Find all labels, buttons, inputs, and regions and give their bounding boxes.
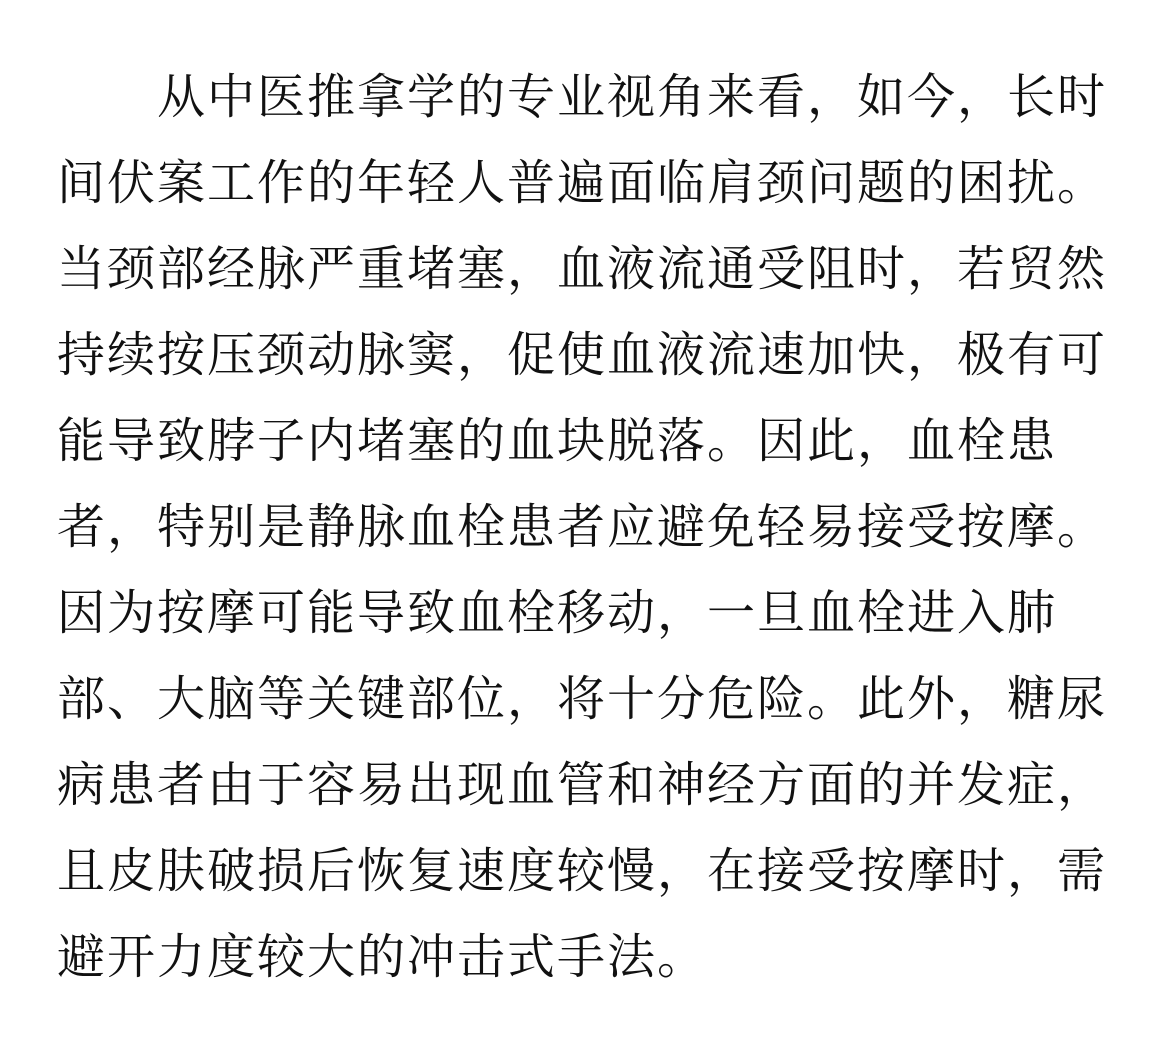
paragraph-line: 能导致脖子内堵塞的血块脱落。因此，血栓患 xyxy=(57,413,1058,469)
paragraph-line: 因为按摩可能导致血栓移动，一旦血栓进入肺 xyxy=(57,585,1058,641)
article-paragraph xyxy=(57,54,1117,1000)
paragraph-line: 者，特别是静脉血栓患者应避免轻易接受按摩。 xyxy=(57,499,1108,555)
paragraph-line: 从中医推拿学的专业视角来看，如今，长时 xyxy=(157,69,1108,125)
paragraph-line: 病患者由于容易出现血管和神经方面的并发症， xyxy=(57,757,1108,813)
paragraph-line: 部、大脑等关键部位，将十分危险。此外，糖尿 xyxy=(57,671,1108,727)
paragraph-line: 避开力度较大的冲击式手法。 xyxy=(57,929,708,985)
paragraph-line: 当颈部经脉严重堵塞，血液流通受阻时，若贸然 xyxy=(57,241,1108,297)
paragraph-line: 且皮肤破损后恢复速度较慢，在接受按摩时，需 xyxy=(57,843,1108,899)
paragraph-line: 间伏案工作的年轻人普遍面临肩颈问题的困扰。 xyxy=(57,155,1108,211)
paragraph-line: 持续按压颈动脉窦，促使血液流速加快，极有可 xyxy=(57,327,1108,383)
